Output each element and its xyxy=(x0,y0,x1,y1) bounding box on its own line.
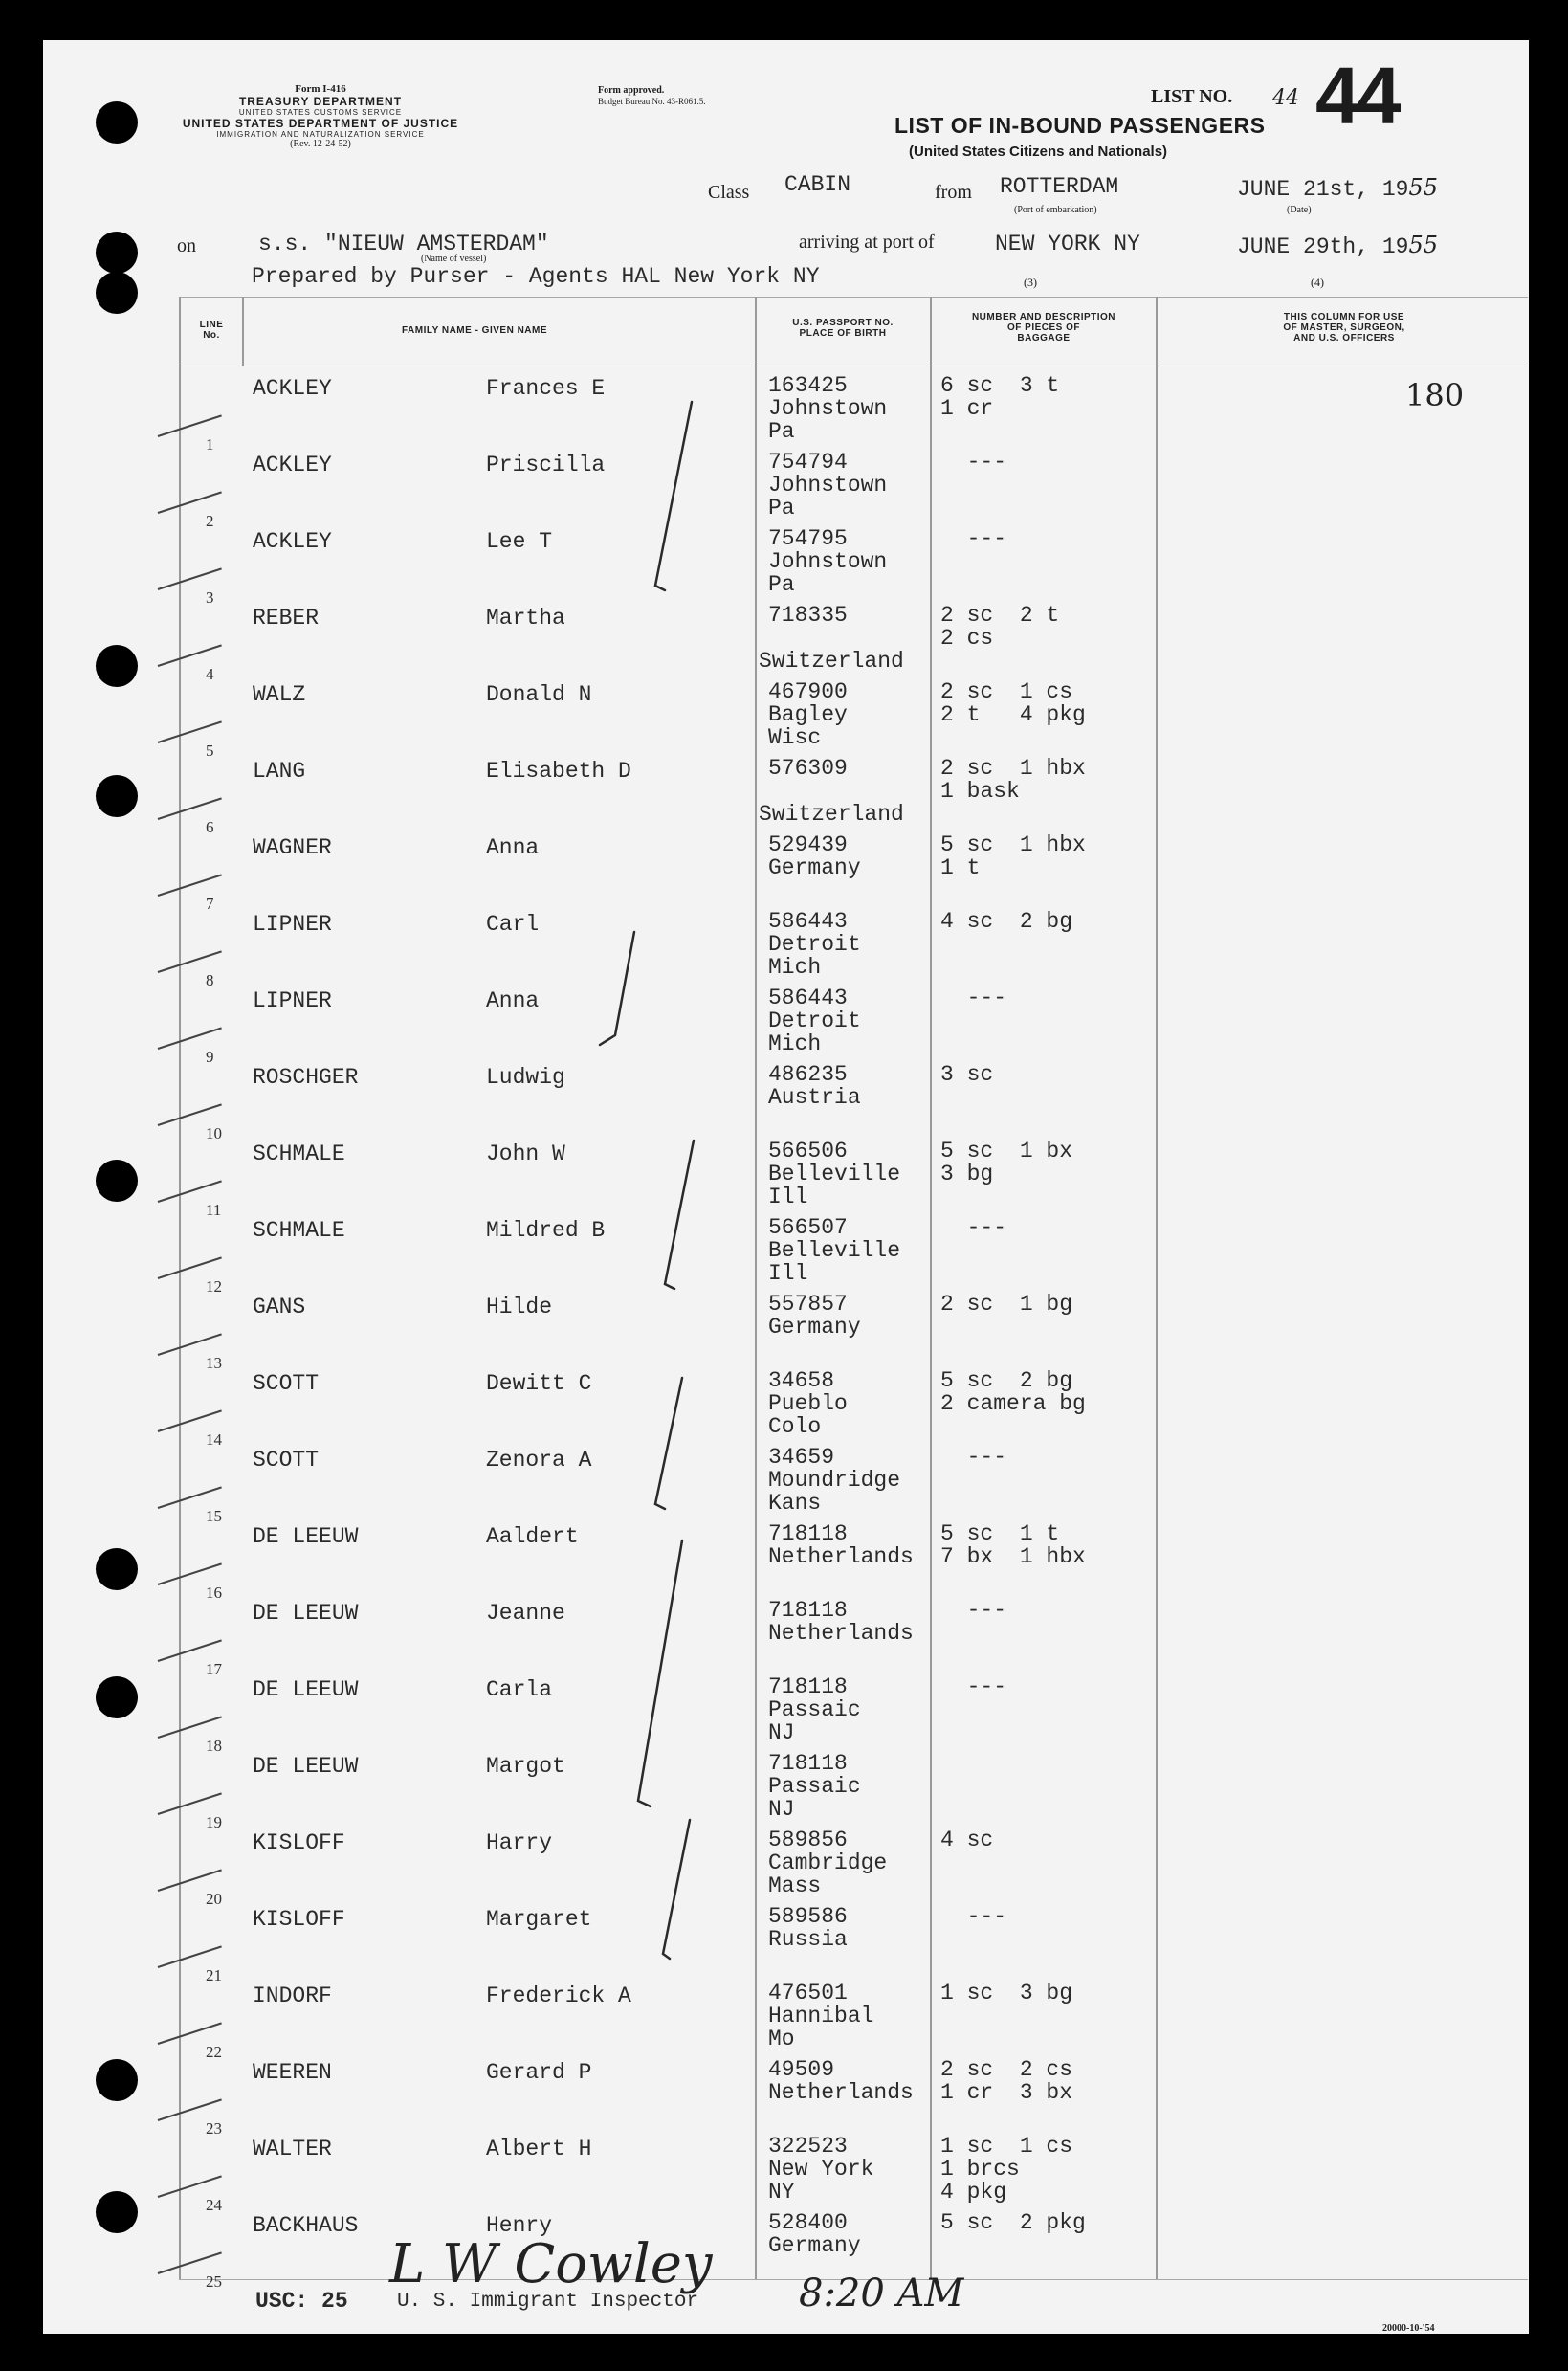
place-of-birth: Mich xyxy=(768,1031,822,1056)
passport-number: 718118 xyxy=(768,1598,848,1623)
customs-service: UNITED STATES CUSTOMS SERVICE xyxy=(238,108,403,117)
passport-number: 34658 xyxy=(768,1368,835,1393)
passport-number: 718118 xyxy=(768,1751,848,1776)
baggage-description: 2 sc 1 bg xyxy=(940,1292,1073,1317)
footer-usc: USC: 25 xyxy=(255,2289,348,2314)
place-of-birth: Passaic xyxy=(768,1774,861,1799)
list-no-handwritten: 44 xyxy=(1272,86,1299,110)
passenger-given-name: Anna xyxy=(486,988,540,1013)
passenger-surname: ACKLEY xyxy=(253,376,332,401)
baggage-description: --- xyxy=(940,450,1007,475)
passenger-surname: WALTER xyxy=(253,2137,332,2161)
place-of-birth: Ill xyxy=(768,1185,808,1209)
passenger-given-name: Donald N xyxy=(486,682,592,707)
place-of-birth: Pa xyxy=(768,496,795,521)
officer-mark-180: 180 xyxy=(1405,377,1465,413)
footer-inspector: U. S. Immigrant Inspector xyxy=(397,2291,699,2313)
passenger-surname: SCHMALE xyxy=(253,1218,345,1243)
form-approved: Form approved. xyxy=(598,85,665,96)
vessel-name: s.s. "NIEUW AMSTERDAM" xyxy=(258,232,549,256)
passenger-surname: KISLOFF xyxy=(253,1830,345,1855)
footer-print-code: 20000-10-'54 xyxy=(1382,2323,1435,2334)
baggage-description: 7 bx 1 hbx xyxy=(940,1544,1086,1569)
header-passport-1: U.S. PASSPORT NO. xyxy=(792,318,894,328)
passport-number: 476501 xyxy=(768,1981,848,2005)
baggage-description: 2 sc 2 t xyxy=(940,603,1060,628)
baggage-description: 4 sc 2 bg xyxy=(940,909,1073,934)
passenger-given-name: Carla xyxy=(486,1677,553,1702)
baggage-description: 4 sc xyxy=(940,1828,994,1852)
place-of-birth: Switzerland xyxy=(759,649,904,674)
line-number: 22 xyxy=(206,2043,222,2061)
baggage-description: 2 t 4 pkg xyxy=(940,702,1086,727)
passenger-given-name: Elisabeth D xyxy=(486,759,631,784)
passport-number: 718118 xyxy=(768,1521,848,1546)
manifest-sheet xyxy=(43,40,1529,2334)
place-of-birth: Mo xyxy=(768,2027,795,2051)
manifest-title: LIST OF IN-BOUND PASSENGERS xyxy=(894,113,1266,138)
baggage-description: 1 bask xyxy=(940,779,1020,804)
list-no-label: LIST NO. xyxy=(1151,86,1233,107)
baggage-description: 1 brcs xyxy=(940,2157,1020,2182)
place-of-birth: Bagley xyxy=(768,702,848,727)
bracket-scott xyxy=(655,1378,682,1509)
line-number: 2 xyxy=(206,512,214,530)
passenger-given-name: Ludwig xyxy=(486,1065,565,1090)
bracket-deleeuw xyxy=(638,1540,682,1806)
passenger-surname: ACKLEY xyxy=(253,453,332,477)
arriving-label: arriving at port of xyxy=(799,232,935,253)
passenger-given-name: Jeanne xyxy=(486,1601,565,1626)
passport-number: 754795 xyxy=(768,526,848,551)
prepared-by: Prepared by Purser - Agents HAL New York NY xyxy=(252,264,820,289)
line-number: 3 xyxy=(206,588,214,607)
place-of-birth: Johnstown xyxy=(768,473,888,498)
manifest-subtitle: (United States Citizens and Nationals) xyxy=(909,144,1168,160)
passport-number: 322523 xyxy=(768,2134,848,2159)
passenger-surname: WALZ xyxy=(253,682,306,707)
baggage-description: 1 t xyxy=(940,855,981,880)
place-of-birth: Switzerland xyxy=(759,802,904,827)
place-of-birth: NY xyxy=(768,2180,795,2205)
treasury-dept: TREASURY DEPARTMENT xyxy=(238,95,403,108)
line-number: 10 xyxy=(206,1124,222,1142)
passport-number: 528400 xyxy=(768,2210,848,2235)
place-of-birth: Johnstown xyxy=(768,396,888,421)
header-line-no-1: LINE xyxy=(199,320,224,330)
place-of-birth: New York xyxy=(768,2157,874,2182)
passport-number: 566507 xyxy=(768,1215,848,1240)
passenger-surname: REBER xyxy=(253,606,320,631)
baggage-description: 1 sc 1 cs xyxy=(940,2134,1073,2159)
passenger-given-name: Albert H xyxy=(486,2137,592,2161)
baggage-description: 5 sc 1 hbx xyxy=(940,832,1086,857)
passenger-given-name: Carl xyxy=(486,912,540,937)
baggage-description: 2 camera bg xyxy=(940,1391,1086,1416)
place-of-birth: Netherlands xyxy=(768,2080,914,2105)
baggage-description: 5 sc 2 pkg xyxy=(940,2210,1086,2235)
bracket-ackley xyxy=(655,402,692,590)
line-number: 1 xyxy=(206,435,214,454)
line-number: 18 xyxy=(206,1737,222,1755)
inspection-time: 8:20 AM xyxy=(799,2271,964,2316)
passenger-given-name: Frances E xyxy=(486,376,606,401)
baggage-description: 3 bg xyxy=(940,1162,994,1186)
baggage-description: --- xyxy=(940,1445,1007,1470)
on-label: on xyxy=(177,235,196,256)
baggage-description: --- xyxy=(940,1674,1007,1699)
budget-bureau: Budget Bureau No. 43-R061.5. xyxy=(598,97,706,106)
baggage-description: 1 sc 3 bg xyxy=(940,1981,1073,2005)
line-number: 20 xyxy=(206,1890,222,1908)
passenger-given-name: Hilde xyxy=(486,1295,553,1319)
baggage-description: 1 cr xyxy=(940,396,994,421)
passport-number: 566506 xyxy=(768,1139,848,1163)
passport-number: 163425 xyxy=(768,373,848,398)
header-officers-3: AND U.S. OFFICERS xyxy=(1293,333,1395,343)
caption-3: (3) xyxy=(1024,276,1037,289)
passenger-surname: ACKLEY xyxy=(253,529,332,554)
passenger-given-name: Priscilla xyxy=(486,453,606,477)
caption-4: (4) xyxy=(1311,276,1324,289)
passport-number: 586443 xyxy=(768,909,848,934)
baggage-description: 1 cr 3 bx xyxy=(940,2080,1073,2105)
embarkation-port: ROTTERDAM xyxy=(1000,174,1119,199)
date-caption: (Date) xyxy=(1287,205,1312,215)
baggage-description: 6 sc 3 t xyxy=(940,373,1060,398)
baggage-description: 2 sc 1 hbx xyxy=(940,756,1086,781)
place-of-birth: Austria xyxy=(768,1085,861,1110)
arrival-year-hand: 55 xyxy=(1408,232,1438,258)
baggage-description: 4 pkg xyxy=(940,2180,1007,2205)
place-of-birth: NJ xyxy=(768,1797,795,1822)
place-of-birth: NJ xyxy=(768,1720,795,1745)
place-of-birth: Pueblo xyxy=(768,1391,848,1416)
embarkation-year-hand: 55 xyxy=(1408,174,1438,201)
line-number: 21 xyxy=(206,1966,222,1984)
line-number: 17 xyxy=(206,1660,222,1678)
list-no-stamp: 44 xyxy=(1315,51,1398,141)
baggage-description: --- xyxy=(940,986,1007,1010)
header-baggage-1: NUMBER AND DESCRIPTION xyxy=(971,312,1116,322)
passport-number: 586443 xyxy=(768,986,848,1010)
line-number: 5 xyxy=(206,742,214,760)
embarkation-date-text: JUNE 21st, 19 xyxy=(1237,177,1409,202)
passenger-given-name: John W xyxy=(486,1141,565,1166)
passenger-surname: DE LEEUW xyxy=(253,1677,359,1702)
baggage-description: 5 sc 1 t xyxy=(940,1521,1060,1546)
passenger-given-name: Lee T xyxy=(486,529,553,554)
line-number: 11 xyxy=(206,1201,222,1219)
passport-number: 486235 xyxy=(768,1062,848,1087)
place-of-birth: Detroit xyxy=(768,1008,861,1033)
passenger-surname: ROSCHGER xyxy=(253,1065,359,1090)
passenger-given-name: Aaldert xyxy=(486,1524,579,1549)
place-of-birth: Cambridge xyxy=(768,1850,888,1875)
place-of-birth: Wisc xyxy=(768,725,822,750)
justice-dept: UNITED STATES DEPARTMENT OF JUSTICE xyxy=(182,117,459,130)
passenger-given-name: Margaret xyxy=(486,1907,592,1932)
passenger-surname: DE LEEUW xyxy=(253,1601,359,1626)
place-of-birth: Colo xyxy=(768,1414,822,1439)
arrival-date-text: JUNE 29th, 19 xyxy=(1237,234,1409,259)
place-of-birth: Germany xyxy=(768,2233,861,2258)
baggage-description: 5 sc 1 bx xyxy=(940,1139,1073,1163)
passport-number: 589586 xyxy=(768,1904,848,1929)
place-of-birth: Ill xyxy=(768,1261,808,1286)
bracket-kisloff xyxy=(663,1820,690,1959)
passport-number: 557857 xyxy=(768,1292,848,1317)
ins-service: IMMIGRATION AND NATURALIZATION SERVICE xyxy=(216,130,425,139)
arrival-port: NEW YORK NY xyxy=(995,232,1140,256)
baggage-description: --- xyxy=(940,1904,1007,1929)
line-number: 7 xyxy=(206,895,214,913)
line-number: 6 xyxy=(206,818,214,836)
header-officers-1: THIS COLUMN FOR USE xyxy=(1283,312,1405,322)
baggage-description: 5 sc 2 bg xyxy=(940,1368,1073,1393)
passenger-given-name: Anna xyxy=(486,835,540,860)
passenger-given-name: Frederick A xyxy=(486,1983,631,2008)
baggage-description: --- xyxy=(940,1215,1007,1240)
place-of-birth: Pa xyxy=(768,572,795,597)
place-of-birth: Kans xyxy=(768,1491,822,1516)
passenger-given-name: Zenora A xyxy=(486,1448,592,1473)
header-baggage-2: OF PIECES OF xyxy=(1006,322,1080,333)
vessel-caption: (Name of vessel) xyxy=(421,254,487,264)
line-number: 15 xyxy=(206,1507,222,1525)
baggage-description: 2 sc 1 cs xyxy=(940,679,1073,704)
place-of-birth: Mich xyxy=(768,955,822,980)
class-value: CABIN xyxy=(784,172,851,197)
header-baggage-3: BAGGAGE xyxy=(1017,333,1071,343)
place-of-birth: Pa xyxy=(768,419,795,444)
line-number: 13 xyxy=(206,1354,222,1372)
place-of-birth: Germany xyxy=(768,1315,861,1340)
place-of-birth: Belleville xyxy=(768,1238,901,1263)
line-number: 19 xyxy=(206,1813,222,1831)
line-number: 14 xyxy=(206,1430,222,1449)
place-of-birth: Mass xyxy=(768,1873,822,1898)
passport-number: 589856 xyxy=(768,1828,848,1852)
line-number: 16 xyxy=(206,1584,222,1602)
inspector-signature: L W Cowley xyxy=(389,2233,713,2295)
passenger-surname: GANS xyxy=(253,1295,306,1319)
place-of-birth: Moundridge xyxy=(768,1468,901,1493)
revision: (Rev. 12-24-52) xyxy=(290,139,351,149)
passenger-surname: SCOTT xyxy=(253,1448,320,1473)
passenger-surname: WAGNER xyxy=(253,835,332,860)
line-number: 12 xyxy=(206,1277,222,1296)
passenger-surname: SCHMALE xyxy=(253,1141,345,1166)
header-line-no-2: No. xyxy=(203,330,220,341)
place-of-birth: Johnstown xyxy=(768,549,888,574)
passport-number: 718118 xyxy=(768,1674,848,1699)
passenger-surname: LIPNER xyxy=(253,988,332,1013)
baggage-description: 2 cs xyxy=(940,626,994,651)
passport-number: 529439 xyxy=(768,832,848,857)
passport-number: 34659 xyxy=(768,1445,835,1470)
bracket-schmale xyxy=(665,1141,694,1289)
header-name: FAMILY NAME - GIVEN NAME xyxy=(402,325,548,336)
class-label: Class xyxy=(708,182,750,203)
from-label: from xyxy=(935,182,972,203)
baggage-description: --- xyxy=(940,526,1007,551)
passenger-given-name: Gerard P xyxy=(486,2060,592,2085)
passenger-given-name: Henry xyxy=(486,2213,553,2238)
place-of-birth: Netherlands xyxy=(768,1621,914,1646)
passenger-given-name: Martha xyxy=(486,606,565,631)
passenger-surname: SCOTT xyxy=(253,1371,320,1396)
place-of-birth: Russia xyxy=(768,1927,848,1952)
passenger-given-name: Mildred B xyxy=(486,1218,606,1243)
passenger-given-name: Margot xyxy=(486,1754,565,1779)
passenger-surname: WEEREN xyxy=(253,2060,332,2085)
header-officers-2: OF MASTER, SURGEON, xyxy=(1283,322,1405,333)
place-of-birth: Germany xyxy=(768,855,861,880)
place-of-birth: Detroit xyxy=(768,932,861,957)
line-number: 25 xyxy=(206,2272,222,2291)
line-number: 8 xyxy=(206,971,214,989)
passport-number: 754794 xyxy=(768,450,848,475)
passport-number: 49509 xyxy=(768,2057,835,2082)
passenger-surname: INDORF xyxy=(253,1983,332,2008)
passport-number: 718335 xyxy=(768,603,848,628)
form-number: Form I-416 xyxy=(295,83,346,95)
passenger-surname: LANG xyxy=(253,759,306,784)
passenger-surname: DE LEEUW xyxy=(253,1524,359,1549)
passport-number: 576309 xyxy=(768,756,848,781)
place-of-birth: Passaic xyxy=(768,1697,861,1722)
baggage-description: --- xyxy=(940,1598,1007,1623)
place-of-birth: Belleville xyxy=(768,1162,901,1186)
passenger-surname: LIPNER xyxy=(253,912,332,937)
line-number: 4 xyxy=(206,665,214,683)
passenger-surname: BACKHAUS xyxy=(253,2213,359,2238)
place-of-birth: Hannibal xyxy=(768,2004,874,2028)
line-number: 9 xyxy=(206,1048,214,1066)
place-of-birth: Netherlands xyxy=(768,1544,914,1569)
bracket-lipner xyxy=(600,932,634,1045)
baggage-description: 2 sc 2 cs xyxy=(940,2057,1073,2082)
passport-number: 467900 xyxy=(768,679,848,704)
line-number: 24 xyxy=(206,2196,222,2214)
line-number: 23 xyxy=(206,2119,222,2138)
passenger-given-name: Harry xyxy=(486,1830,553,1855)
passenger-surname: DE LEEUW xyxy=(253,1754,359,1779)
baggage-description: 3 sc xyxy=(940,1062,994,1087)
passenger-given-name: Dewitt C xyxy=(486,1371,592,1396)
header-passport-2: PLACE OF BIRTH xyxy=(799,328,887,339)
family-brackets xyxy=(43,40,1529,2334)
embarkation-caption: (Port of embarkation) xyxy=(1014,205,1097,215)
passenger-surname: KISLOFF xyxy=(253,1907,345,1932)
